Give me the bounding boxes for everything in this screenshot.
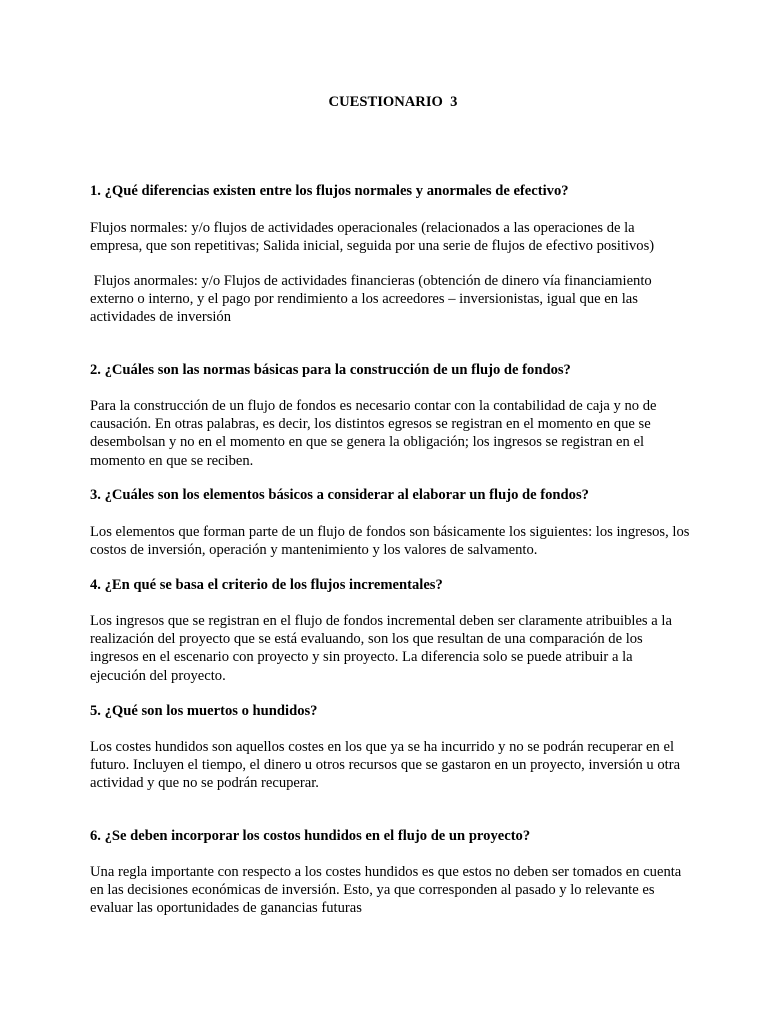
question-6: 6. ¿Se deben incorporar los costos hundidos en el flujo de un proyecto? xyxy=(90,828,531,844)
answer-5: Los costes hundidos son aquellos costes en los que ya se ha incurrido y no se podrán recuperar en el futuro. Incluyen el tiempo, el dinero u otros recursos que se gastaron en un proyecto, inversión u otra actividad y que no se podrán recuperar. xyxy=(90,739,681,792)
answer-4: Los ingresos que se registran en el flujo de fondos incremental deben ser claramente atribuibles a la realización del proyecto que se está evaluando, son los que resultan de una comparación de los ingresos en el escenario con proyecto y sin proyecto. La diferencia solo se puede atribuir a la ejecución del proyecto. xyxy=(90,613,672,684)
document-title: CUESTIONARIO 3 xyxy=(328,94,458,110)
answer-2: Para la construcción de un flujo de fondos es necesario contar con la contabilidad de caja y no de causación. En otras palabras, es decir, los distintos egresos se registran en el momento en que se desembolsan y no en el momento en que se genera la obligación; los ingresos se registran en el momento en que se reciben. xyxy=(90,398,657,469)
answer-3: Los elementos que forman parte de un flujo de fondos son básicamente los siguientes: los ingresos, los costos de inversión, operación y mantenimiento y los valores de salvamento. xyxy=(90,524,690,559)
answer-1-abnormal: Flujos anormales: y/o Flujos de actividades financieras (obtención de dinero vía financiamiento externo o interno, y el pago por rendimiento a los acreedores – inversionistas, igual que en las actividades de inversión xyxy=(90,273,656,326)
question-2: 2. ¿Cuáles son las normas básicas para la construcción de un flujo de fondos? xyxy=(90,362,571,378)
answer-1-normal: Flujos normales: y/o flujos de actividades operacionales (relacionados a las operaciones de la empresa, que son repetitivas; Salida inicial, seguida por una serie de flujos de efectivo positivos) xyxy=(90,220,655,255)
question-3: 3. ¿Cuáles son los elementos básicos a considerar al elaborar un flujo de fondos? xyxy=(90,487,589,503)
question-1: 1. ¿Qué diferencias existen entre los flujos normales y anormales de efectivo? xyxy=(90,183,569,199)
answer-6: Una regla importante con respecto a los costes hundidos es que estos no deben ser tomados en cuenta en las decisiones económicas de inversión. Esto, ya que corresponden al pasado y lo relevante es evaluar las oportunidades de ganancias futuras xyxy=(90,864,682,917)
question-5: 5. ¿Qué son los muertos o hundidos? xyxy=(90,703,318,719)
question-4: 4. ¿En qué se basa el criterio de los flujos incrementales? xyxy=(90,577,443,593)
